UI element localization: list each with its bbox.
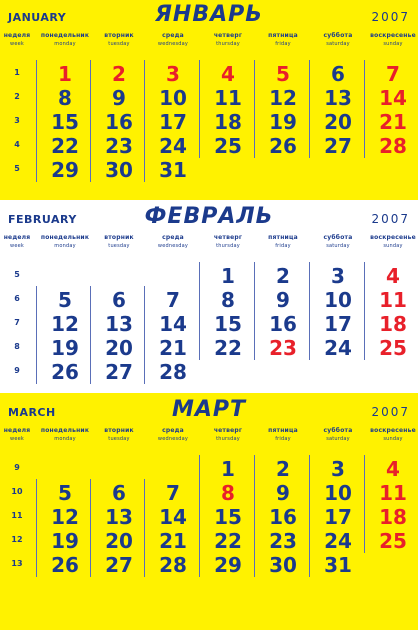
week-number: 10	[11, 487, 23, 496]
weekday-label-week	[2, 32, 32, 48]
weekday-label-ru: вторник	[104, 32, 134, 39]
weekday-label-en: wednesday	[157, 436, 189, 442]
weekday-label	[38, 234, 92, 250]
day-cell: 23	[269, 336, 297, 360]
day-cell: 4	[386, 264, 400, 288]
weekday-label-en: saturday	[326, 41, 350, 47]
day-cell: 1	[58, 62, 72, 86]
weekday-label-ru: четверг	[213, 234, 243, 241]
day-cell: 20	[105, 529, 133, 553]
weekday-label-en: saturday	[326, 436, 350, 442]
weekday-label-ru: среда	[162, 32, 184, 39]
day-cell: 25	[379, 529, 407, 553]
day-cell: 1	[221, 457, 235, 481]
month-february	[0, 200, 418, 420]
day-cell: 20	[105, 336, 133, 360]
day-cell: 21	[379, 110, 407, 134]
day-cell: 7	[166, 481, 180, 505]
day-cell: 27	[324, 134, 352, 158]
weekday-label-ru: понедельник	[40, 427, 90, 434]
week-number: 7	[14, 318, 20, 327]
weekday-label-ru: неделя	[3, 234, 31, 241]
day-cell: 6	[331, 62, 345, 86]
day-cell: 13	[105, 312, 133, 336]
day-cell: 13	[105, 505, 133, 529]
day-cell: 3	[331, 457, 345, 481]
weekday-label-ru: суббота	[323, 234, 353, 241]
month-name-russian: ФЕВРАЛЬ	[144, 204, 274, 229]
weekday-label	[92, 427, 146, 443]
day-cell: 28	[159, 360, 187, 384]
day-cell: 27	[105, 553, 133, 577]
day-cell: 25	[379, 336, 407, 360]
weekday-label	[38, 32, 92, 48]
week-number: 5	[14, 270, 20, 279]
day-cell: 5	[276, 62, 290, 86]
day-cell: 2	[276, 264, 290, 288]
day-cell: 3	[331, 264, 345, 288]
weekday-label-en: tuesday	[108, 41, 130, 47]
day-cell: 26	[51, 553, 79, 577]
day-cell: 17	[324, 505, 352, 529]
weekday-label-week	[2, 234, 32, 250]
month-name-russian: ЯНВАРЬ	[154, 2, 264, 27]
weekday-label-ru: воскресенье	[370, 427, 416, 434]
month-name-english: MARCH	[8, 406, 56, 419]
week-number: 4	[14, 140, 20, 149]
weekday-label-en: tuesday	[108, 243, 130, 249]
week-number: 13	[11, 559, 23, 568]
column-divider	[36, 60, 37, 182]
weekday-label	[311, 427, 365, 443]
day-cell: 8	[221, 481, 235, 505]
day-cell: 19	[51, 336, 79, 360]
weekday-label	[311, 32, 365, 48]
weekday-label	[256, 32, 310, 48]
day-cell: 5	[58, 481, 72, 505]
month-year: 2007	[371, 405, 410, 419]
weekday-label-en: friday	[275, 243, 291, 249]
week-number: 2	[14, 92, 20, 101]
day-cell: 22	[51, 134, 79, 158]
day-cell: 16	[105, 110, 133, 134]
day-cell: 11	[379, 288, 407, 312]
weekday-label	[366, 427, 418, 443]
day-cell: 3	[166, 62, 180, 86]
day-cell: 17	[324, 312, 352, 336]
weekday-label-en: thursday	[216, 41, 240, 47]
day-cell: 28	[379, 134, 407, 158]
weekday-label-ru: вторник	[104, 234, 134, 241]
day-cell: 11	[379, 481, 407, 505]
day-cell: 5	[58, 288, 72, 312]
weekday-label-en: sunday	[383, 436, 403, 442]
day-cell: 19	[269, 110, 297, 134]
day-cell: 13	[324, 86, 352, 110]
day-cell: 8	[58, 86, 72, 110]
day-cell: 21	[159, 529, 187, 553]
weekday-header-row	[0, 427, 418, 445]
weekday-label-ru: суббота	[323, 427, 353, 434]
day-cell: 8	[221, 288, 235, 312]
day-cell: 22	[214, 529, 242, 553]
weekday-label-ru: среда	[162, 234, 184, 241]
weekday-label	[201, 32, 255, 48]
day-cell: 26	[269, 134, 297, 158]
month-year: 2007	[371, 212, 410, 226]
weekday-label-en: friday	[275, 41, 291, 47]
day-cell: 16	[269, 312, 297, 336]
day-cell: 4	[386, 457, 400, 481]
weekday-label	[201, 234, 255, 250]
weekday-label-ru: четверг	[213, 32, 243, 39]
day-cell: 12	[51, 312, 79, 336]
day-cell: 10	[324, 288, 352, 312]
weekday-label	[366, 234, 418, 250]
weekday-label-week	[2, 427, 32, 443]
day-cell: 30	[105, 158, 133, 182]
weekday-label-en: week	[10, 243, 24, 249]
weekday-label-ru: пятница	[268, 427, 298, 434]
weekday-label-en: monday	[54, 243, 76, 249]
weekday-label-en: sunday	[383, 41, 403, 47]
weekday-label	[201, 427, 255, 443]
day-cell: 2	[112, 62, 126, 86]
column-divider	[36, 286, 37, 384]
day-cell: 24	[324, 529, 352, 553]
day-cell: 9	[276, 288, 290, 312]
weekday-label	[146, 427, 200, 443]
day-cell: 10	[159, 86, 187, 110]
weekday-label-en: thursday	[216, 243, 240, 249]
day-cell: 18	[379, 312, 407, 336]
week-number: 11	[11, 511, 23, 520]
day-cell: 26	[51, 360, 79, 384]
weekday-label-ru: понедельник	[40, 32, 90, 39]
weekday-label-ru: неделя	[3, 32, 31, 39]
day-cell: 15	[214, 312, 242, 336]
weekday-label-ru: пятница	[268, 32, 298, 39]
column-divider	[36, 479, 37, 577]
weekday-label-en: saturday	[326, 243, 350, 249]
weekday-label	[92, 32, 146, 48]
day-cell: 10	[324, 481, 352, 505]
day-cell: 16	[269, 505, 297, 529]
day-cell: 27	[105, 360, 133, 384]
day-cell: 2	[276, 457, 290, 481]
day-cell: 17	[159, 110, 187, 134]
month-name-english: FEBRUARY	[8, 213, 77, 226]
day-cell: 28	[159, 553, 187, 577]
weekday-label-ru: вторник	[104, 427, 134, 434]
week-number: 8	[14, 342, 20, 351]
day-cell: 7	[386, 62, 400, 86]
weekday-label-en: wednesday	[157, 41, 189, 47]
weekday-label-en: monday	[54, 436, 76, 442]
weekday-header-row	[0, 234, 418, 252]
day-cell: 6	[112, 481, 126, 505]
weekday-label-en: friday	[275, 436, 291, 442]
week-number: 12	[11, 535, 23, 544]
day-cell: 1	[221, 264, 235, 288]
weekday-label-en: wednesday	[157, 243, 189, 249]
week-number: 9	[14, 463, 20, 472]
weekday-label-ru: четверг	[213, 427, 243, 434]
week-number: 6	[14, 294, 20, 303]
month-january	[0, 0, 418, 218]
day-cell: 4	[221, 62, 235, 86]
weekday-label-en: week	[10, 41, 24, 47]
day-cell: 29	[214, 553, 242, 577]
week-number: 9	[14, 366, 20, 375]
day-cell: 20	[324, 110, 352, 134]
weekday-label-ru: пятница	[268, 234, 298, 241]
weekday-label-ru: неделя	[3, 427, 31, 434]
day-cell: 14	[159, 312, 187, 336]
weekday-label-en: sunday	[383, 243, 403, 249]
day-cell: 14	[159, 505, 187, 529]
day-cell: 12	[51, 505, 79, 529]
weekday-label-ru: суббота	[323, 32, 353, 39]
weekday-label-en: week	[10, 436, 24, 442]
weekday-label-ru: среда	[162, 427, 184, 434]
day-cell: 21	[159, 336, 187, 360]
month-name-russian: МАРТ	[171, 397, 247, 422]
weekday-label-en: monday	[54, 41, 76, 47]
day-cell: 15	[51, 110, 79, 134]
weekday-label-ru: воскресенье	[370, 32, 416, 39]
weekday-header-row	[0, 32, 418, 50]
day-cell: 25	[214, 134, 242, 158]
day-cell: 14	[379, 86, 407, 110]
weekday-label	[366, 32, 418, 48]
day-cell: 31	[159, 158, 187, 182]
weekday-label	[146, 234, 200, 250]
month-march	[0, 393, 418, 630]
day-cell: 9	[112, 86, 126, 110]
weekday-label-en: thursday	[216, 436, 240, 442]
weekday-label	[256, 234, 310, 250]
day-cell: 11	[214, 86, 242, 110]
month-year: 2007	[371, 10, 410, 24]
weekday-label	[38, 427, 92, 443]
day-cell: 7	[166, 288, 180, 312]
weekday-label	[311, 234, 365, 250]
day-cell: 22	[214, 336, 242, 360]
weekday-label	[146, 32, 200, 48]
day-cell: 30	[269, 553, 297, 577]
day-cell: 19	[51, 529, 79, 553]
day-cell: 23	[105, 134, 133, 158]
day-cell: 23	[269, 529, 297, 553]
day-cell: 18	[214, 110, 242, 134]
month-name-english: JANUARY	[8, 11, 67, 24]
day-cell: 18	[379, 505, 407, 529]
day-cell: 29	[51, 158, 79, 182]
week-number: 3	[14, 116, 20, 125]
day-cell: 24	[159, 134, 187, 158]
weekday-label	[256, 427, 310, 443]
day-cell: 12	[269, 86, 297, 110]
weekday-label-en: tuesday	[108, 436, 130, 442]
day-cell: 31	[324, 553, 352, 577]
week-number: 1	[14, 68, 20, 77]
week-number: 5	[14, 164, 20, 173]
weekday-label-ru: воскресенье	[370, 234, 416, 241]
day-cell: 15	[214, 505, 242, 529]
day-cell: 9	[276, 481, 290, 505]
day-cell: 6	[112, 288, 126, 312]
weekday-label-ru: понедельник	[40, 234, 90, 241]
weekday-label	[92, 234, 146, 250]
day-cell: 24	[324, 336, 352, 360]
